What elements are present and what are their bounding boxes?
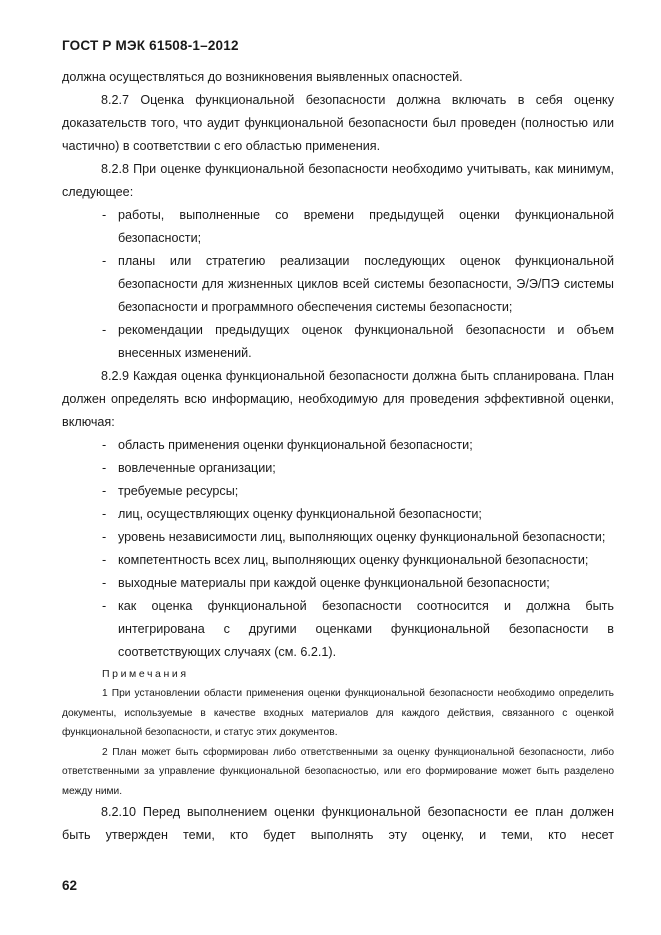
note-2: 2 План может быть сформирован либо ответственными за оценку функциональной безопасности, либо ответственными за управление функциональной безопасностью, или его формирование может быть разделено между ними.	[62, 746, 614, 797]
dash-marker: -	[102, 208, 107, 222]
note-1: 1 При установлении области применения оценки функциональной безопасности необходимо определить документы, используемые в качестве входных материалов для каждого действия, связанного с оценкой функциональной безопасности, и статус этих документов.	[62, 688, 614, 738]
list-8-2-9	[62, 434, 614, 664]
list-item	[62, 572, 614, 595]
list-item-text: лиц, осуществляющих оценку функциональной безопасности;	[118, 507, 482, 521]
list-item-text: как оценка функциональной безопасности соотносится и должна быть интегрирована с другими оценками функциональной безопасности в соответствующих случаях (см. 6.2.1).	[118, 599, 614, 659]
list-item-text: область применения оценки функциональной безопасности;	[118, 438, 473, 452]
paragraph-8-2-9: 8.2.9 Каждая оценка функциональной безопасности должна быть спланирована. План должен определять всю информацию, необходимую для проведения эффективной оценки, включая:	[62, 369, 614, 429]
list-item-text: вовлеченные организации;	[118, 461, 276, 475]
list-8-2-8	[62, 204, 614, 365]
dash-marker: -	[102, 323, 107, 337]
dash-marker: -	[102, 461, 107, 475]
list-item-text: рекомендации предыдущих оценок функциональной безопасности и объем внесенных изменений.	[118, 323, 614, 360]
list-item-text: планы или стратегию реализации последующих оценок функциональной безопасности для жизненных циклов всей системы безопасности, Э/Э/ПЭ системы безопасности и программного обеспечения системы безопасности;	[118, 254, 614, 314]
list-item-text: работы, выполненные со времени предыдущей оценки функциональной безопасности;	[118, 208, 614, 245]
list-item	[62, 250, 614, 319]
document-header: ГОСТ Р МЭК 61508-1–2012	[62, 38, 239, 53]
list-item	[62, 434, 614, 457]
dash-marker: -	[102, 530, 107, 544]
paragraph-8-2-8: 8.2.8 При оценке функциональной безопасности необходимо учитывать, как минимум, следующее:	[62, 162, 614, 199]
list-item	[62, 503, 614, 526]
dash-marker: -	[102, 507, 107, 521]
list-item-text: выходные материалы при каждой оценке функциональной безопасности;	[118, 576, 550, 590]
dash-marker: -	[102, 553, 107, 567]
dash-marker: -	[102, 254, 107, 268]
dash-marker: -	[102, 599, 107, 613]
paragraph-8-2-7: 8.2.7 Оценка функциональной безопасности должна включать в себя оценку доказательств того, что аудит функциональной безопасности был проведен (полностью или частично) в соответствии с его областью применения.	[62, 93, 614, 153]
list-item	[62, 457, 614, 480]
list-item	[62, 480, 614, 503]
paragraph-continued: должна осуществляться до возникновения выявленных опасностей.	[62, 70, 463, 84]
list-item	[62, 595, 614, 664]
list-item-text: требуемые ресурсы;	[118, 484, 239, 498]
list-item-text: компетентность всех лиц, выполняющих оценку функциональной безопасности;	[118, 553, 589, 567]
list-item	[62, 549, 614, 572]
list-item	[62, 204, 614, 250]
dash-marker: -	[102, 484, 107, 498]
notes-heading: Примечания	[102, 668, 189, 680]
list-item	[62, 526, 614, 549]
paragraph-8-2-10: 8.2.10 Перед выполнением оценки функциональной безопасности ее план должен быть утвержден теми, кто будет выполнять эту оценку, и теми, кто несет	[62, 805, 614, 842]
list-item-text: уровень независимости лиц, выполняющих оценку функциональной безопасности;	[118, 530, 606, 544]
dash-marker: -	[102, 438, 107, 452]
list-item	[62, 319, 614, 365]
page-number: 62	[62, 878, 78, 893]
page-body	[62, 66, 614, 847]
dash-marker: -	[102, 576, 107, 590]
